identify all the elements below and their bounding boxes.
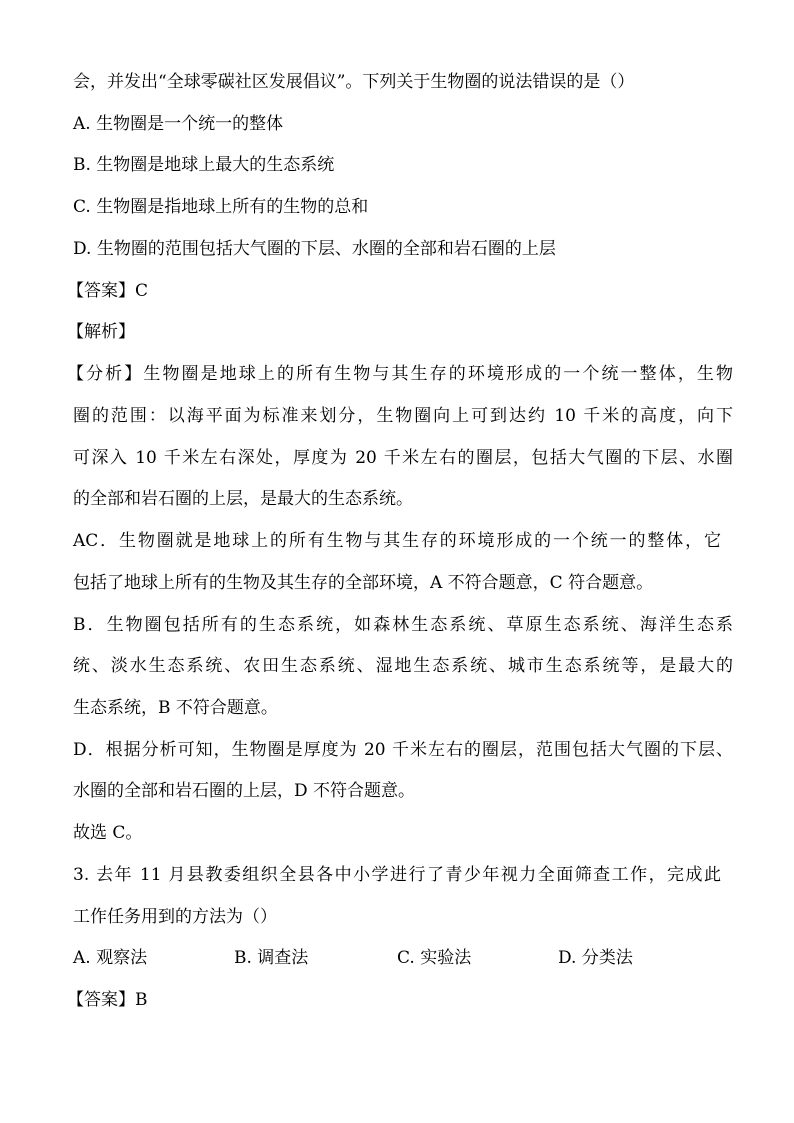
option-b: B. 生物圈是地球上最大的生态系统 (73, 155, 335, 175)
explanation-ac-line: AC．生物圈就是地球上的所有生物与其生存的环境形成的一个统一的整体，它 (73, 531, 721, 551)
analysis-paragraph-line: 【分析】生物圈是地球上的所有生物与其生存的环境形成的一个统一整体，生物 (67, 364, 733, 384)
analysis-paragraph-line: 圈的范围：以海平面为标准来划分，生物圈向上可到达约 10 千米的高度，向下 (73, 406, 733, 426)
question-3-stem: 工作任务用到的方法为（） (73, 907, 277, 927)
explanation-b-line: B．生物圈包括所有的生态系统，如森林生态系统、草原生态系统、海洋生态系 (73, 615, 733, 635)
explanation-d-line: D．根据分析可知，生物圈是厚度为 20 千米左右的圈层，范围包括大气圈的下层、 (73, 740, 733, 760)
answer-label: 【答案】C (67, 281, 149, 301)
question-2-stem-tail: 会，并发出“全球零碳社区发展倡议”。下列关于生物圈的说法错误的是（） (73, 72, 635, 92)
explanation-ac-line: 包括了地球上所有的生物及其生存的全部环境，A 不符合题意，C 符合题意。 (73, 573, 654, 593)
q3-answer-label: 【答案】B (67, 990, 148, 1010)
q3-option-c: C. 实验法 (397, 948, 472, 968)
q3-option-a: A. 观察法 (73, 948, 148, 968)
analysis-paragraph-line: 的全部和岩石圈的上层，是最大的生态系统。 (73, 489, 413, 509)
option-d: D. 生物圈的范围包括大气圈的下层、水圈的全部和岩石圈的上层 (73, 239, 556, 259)
q3-option-b: B. 调查法 (234, 948, 309, 968)
conclusion: 故选 C。 (73, 823, 143, 843)
question-3-stem: 3. 去年 11 月县教委组织全县各中小学进行了青少年视力全面筛查工作，完成此 (73, 865, 721, 885)
analysis-heading: 【解析】 (67, 322, 135, 342)
option-a: A. 生物圈是一个统一的整体 (73, 114, 284, 134)
q3-option-d: D. 分类法 (558, 948, 633, 968)
analysis-paragraph-line: 可深入 10 千米左右深处，厚度为 20 千米左右的圈层，包括大气圈的下层、水圈 (73, 448, 733, 468)
explanation-b-line: 生态系统，B 不符合题意。 (73, 698, 278, 718)
explanation-d-line: 水圈的全部和岩石圈的上层，D 不符合题意。 (73, 781, 416, 801)
option-c: C. 生物圈是指地球上所有的生物的总和 (73, 197, 369, 217)
explanation-b-line: 统、淡水生态系统、农田生态系统、湿地生态系统、城市生态系统等，是最大的 (73, 656, 733, 676)
